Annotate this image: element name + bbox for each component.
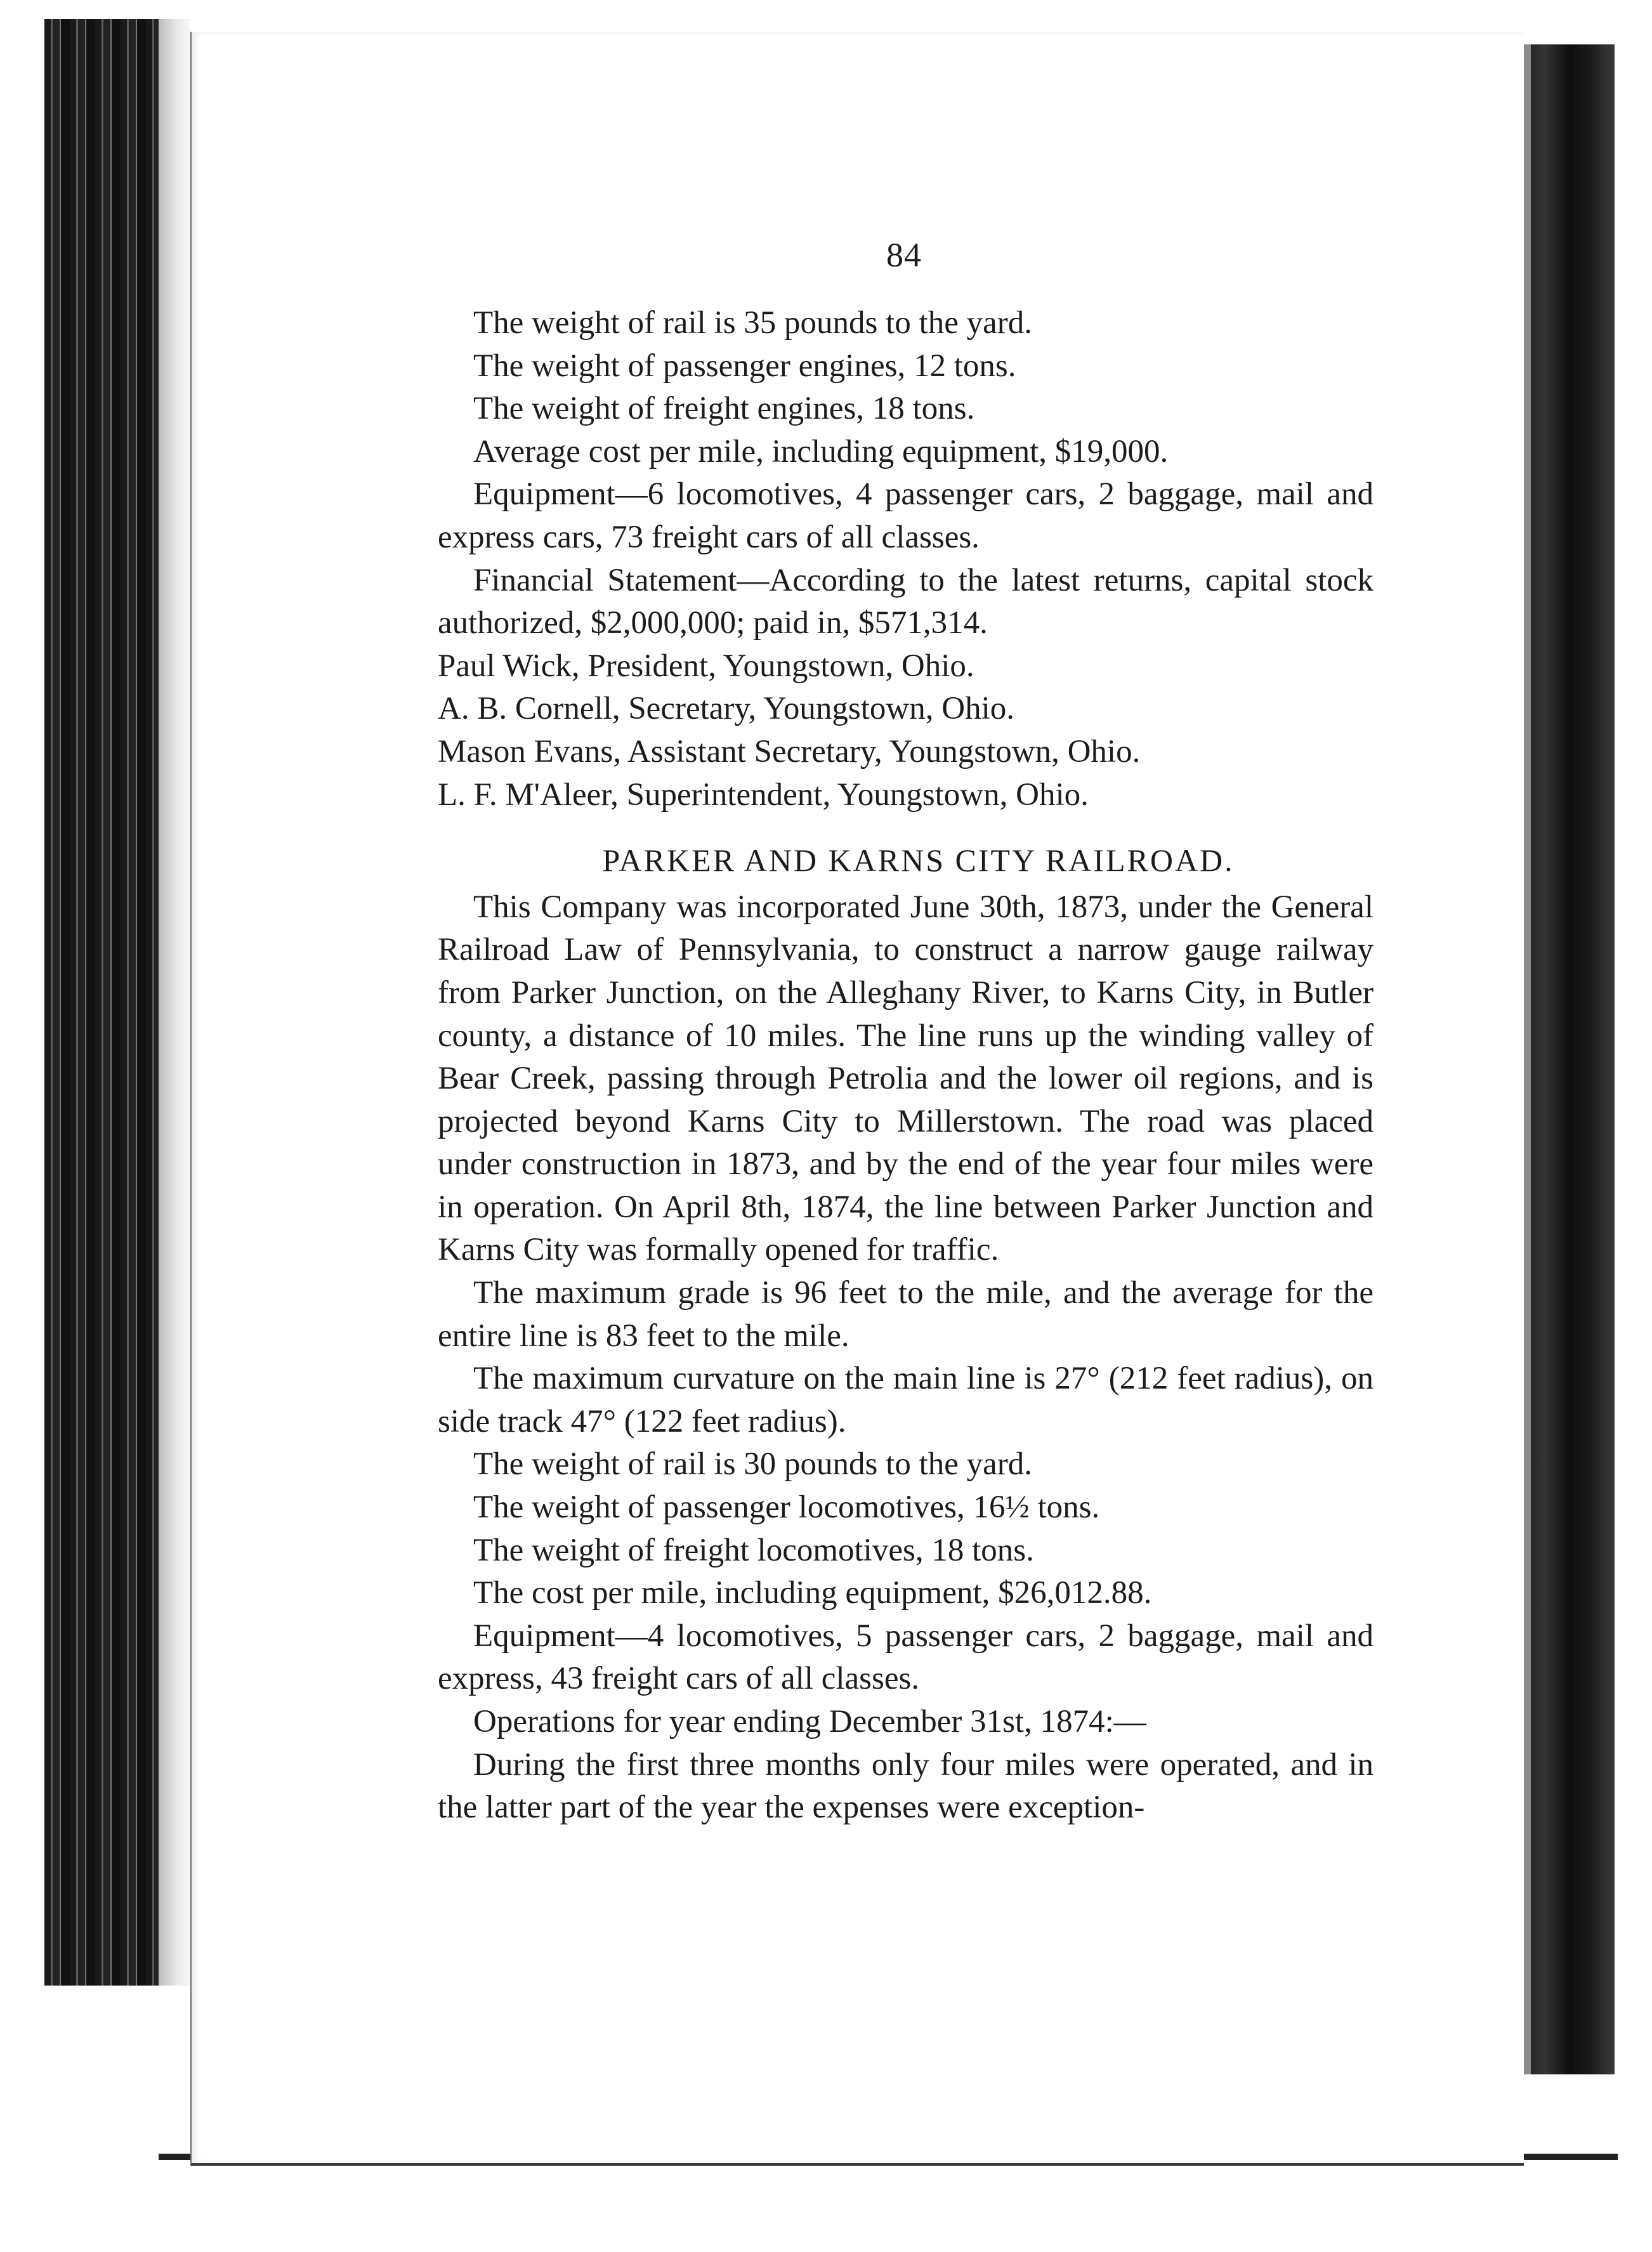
section-heading: PARKER AND KARNS CITY RAILROAD. bbox=[602, 842, 1235, 879]
page-number: 84 bbox=[886, 236, 922, 274]
body-text bbox=[438, 302, 1373, 1830]
paragraph-maximum-grade: The maximum grade is 96 feet to the mile, and the average for the entire line is 83 feet to the mile. bbox=[438, 1275, 1373, 1354]
paragraph-rail-weight: The weight of rail is 35 pounds to the yard. bbox=[473, 305, 1032, 341]
paragraph-incorporation: This Company was incorporated June 30th, 1873, under the General Railroad Law of Pennsylvania, to construct a narrow gauge railway from Parker Junction, on the Alleghany River, to Karns City, in Butler county, a distance of 10 miles. The line runs up the winding valley of Bear Creek, passing through Petrolia and the lower oil regions, and is projected beyond Karns City to Millerstown. The road was placed under construction in 1873, and by the end of the year four miles were in operation. On April 8th, 1874, the line between Parker Junction and Karns City was formally opened for traffic. bbox=[438, 889, 1373, 1268]
officer-superintendent: L. F. M'Aleer, Superintendent, Youngstown, Ohio. bbox=[438, 776, 1089, 813]
paragraph-rail-weight-2: The weight of rail is 30 pounds to the yard. bbox=[473, 1446, 1032, 1483]
book-edge-right bbox=[1519, 44, 1615, 2074]
paragraph-cost-per-mile: The cost per mile, including equipment, $26,012.88. bbox=[473, 1575, 1152, 1611]
paragraph-maximum-curvature: The maximum curvature on the main line is 27° (212 feet radius), on side track 47° (122 feet radius). bbox=[438, 1361, 1373, 1439]
paragraph-passenger-locomotives: The weight of passenger locomotives, 16½ tons. bbox=[473, 1489, 1100, 1526]
paragraph-operations: Operations for year ending December 31st, 1874:— bbox=[473, 1704, 1146, 1739]
officer-president: Paul Wick, President, Youngstown, Ohio. bbox=[438, 648, 974, 684]
paragraph-passenger-engines: The weight of passenger engines, 12 tons. bbox=[473, 348, 1016, 384]
paragraph-freight-engines: The weight of freight engines, 18 tons. bbox=[473, 391, 975, 427]
officer-secretary: A. B. Cornell, Secretary, Youngstown, Ohio. bbox=[438, 691, 1014, 727]
paragraph-first-three-months: During the first three months only four miles were operated, and in the latter part of the year the expenses were exception- bbox=[438, 1746, 1373, 1826]
book-binding-left bbox=[44, 19, 190, 1986]
paragraph-equipment: Equipment—6 locomotives, 4 passenger cars, 2 baggage, mail and express cars, 73 freight cars of all classes. bbox=[438, 476, 1373, 555]
officer-assistant-secretary: Mason Evans, Assistant Secretary, Youngstown, Ohio. bbox=[438, 733, 1141, 769]
paragraph-equipment-2: Equipment—4 locomotives, 5 passenger cars, 2 baggage, mail and express, 43 freight cars of all classes. bbox=[438, 1618, 1373, 1697]
paragraph-average-cost: Average cost per mile, including equipment, $19,000. bbox=[473, 433, 1169, 469]
paragraph-freight-locomotives: The weight of freight locomotives, 18 tons. bbox=[473, 1532, 1034, 1568]
paragraph-financial-statement: Financial Statement—According to the latest returns, capital stock authorized, $2,000,000; paid in, $571,314. bbox=[438, 562, 1373, 641]
